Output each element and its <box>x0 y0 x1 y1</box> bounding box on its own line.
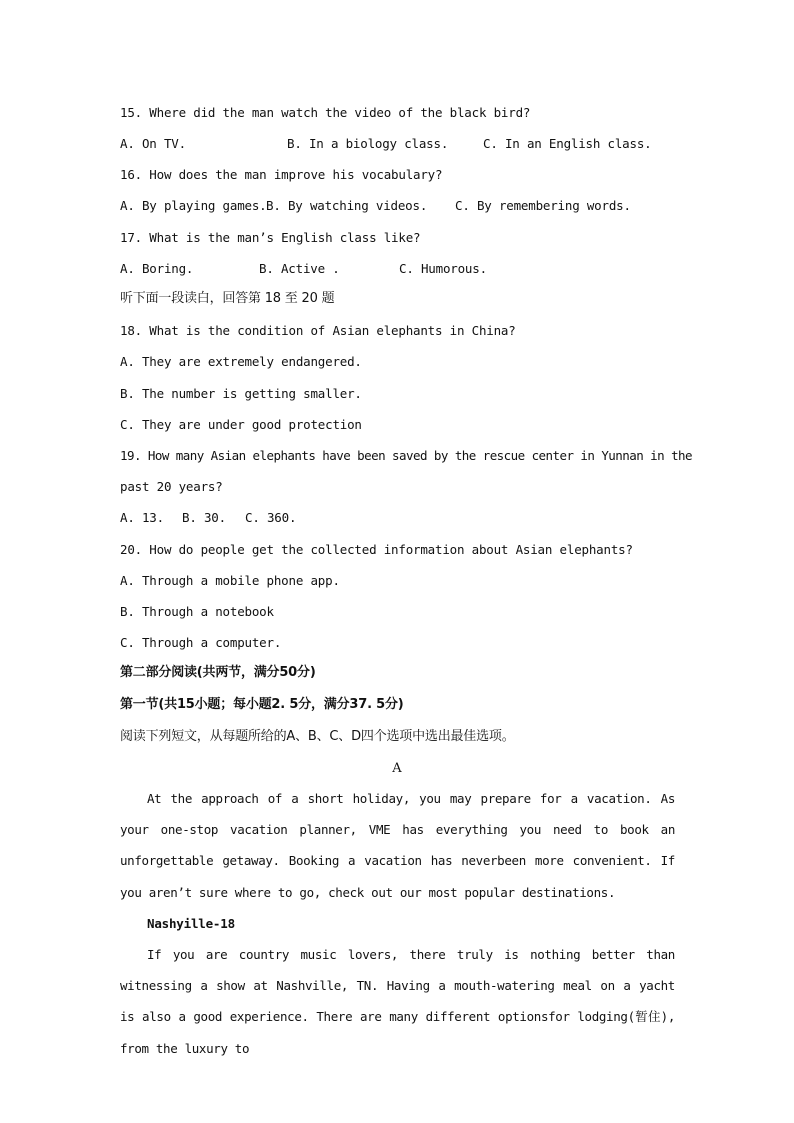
question-16: 16. How does the man improve his vocabulary? <box>120 167 443 182</box>
q20-option-c: C. Through a computer. <box>120 635 282 650</box>
q19-option-a: A. 13. <box>120 510 164 525</box>
question-19-line1: 19. How many Asian elephants have been saved by the rescue center in Yunnan in the <box>120 448 693 463</box>
q16-option-c: C. By remembering words. <box>455 198 631 213</box>
q16-option-b: B. By watching videos. <box>266 198 428 213</box>
q15-option-b: B. In a biology class. <box>287 136 449 151</box>
q17-option-a: A. Boring. <box>120 261 194 276</box>
q17-option-c: C. Humorous. <box>399 261 487 276</box>
q19-option-b: B. 30. <box>182 510 226 525</box>
question-18: 18. What is the condition of Asian elephants in China? <box>120 323 516 338</box>
passage-paragraph-1: At the approach of a short holiday, you may prepare for a vacation. As your one-stop vacation planner, VME has everything you need to book an unforgettable getaway. Booking a vacation has neverbeen more convenient. If you aren’t sure where to go, check out our most popular destinations. <box>120 791 675 900</box>
question-20: 20. How do people get the collected information about Asian elephants? <box>120 542 633 557</box>
reading-part-title: 第二部分阅读(共两节，满分50分) <box>120 665 316 680</box>
question-17: 17. What is the man’s English class like? <box>120 230 421 245</box>
q18-option-b: B. The number is getting smaller. <box>120 386 362 401</box>
q20-option-b: B. Through a notebook <box>120 604 274 619</box>
reading-instruction: 阅读下列短文，从每题所给的A、B、C、D四个选项中选出最佳选项。 <box>120 729 515 744</box>
q18-option-c: C. They are under good protection <box>120 417 362 432</box>
q20-option-a: A. Through a mobile phone app. <box>120 573 340 588</box>
q15-option-a: A. On TV. <box>120 136 186 151</box>
reading-section-title: 第一节(共15小题；每小题2. 5分，满分37. 5分) <box>120 697 404 712</box>
q19-option-c: C. 360. <box>245 510 297 525</box>
passage-heading-nashville: Nashyille-18 <box>147 916 235 931</box>
q16-option-a: A. By playing games. <box>120 198 267 213</box>
section-intro-18-20: 听下面一段读白，回答第 18 至 20 题 <box>120 291 335 306</box>
question-15: 15. Where did the man watch the video of the black bird? <box>120 105 531 120</box>
question-19-line2: past 20 years? <box>120 479 223 494</box>
passage-label: A <box>392 761 402 776</box>
q17-option-b: B. Active . <box>259 261 340 276</box>
passage-paragraph-2: If you are country music lovers, there truly is nothing better than witnessing a show at Nashville, TN. Having a mouth-watering meal on a yacht is also a good experience. There are many different optionsfor lodging(暂住), from the luxury to <box>120 947 675 1056</box>
q18-option-a: A. They are extremely endangered. <box>120 354 362 369</box>
q15-option-c: C. In an English class. <box>483 136 652 151</box>
